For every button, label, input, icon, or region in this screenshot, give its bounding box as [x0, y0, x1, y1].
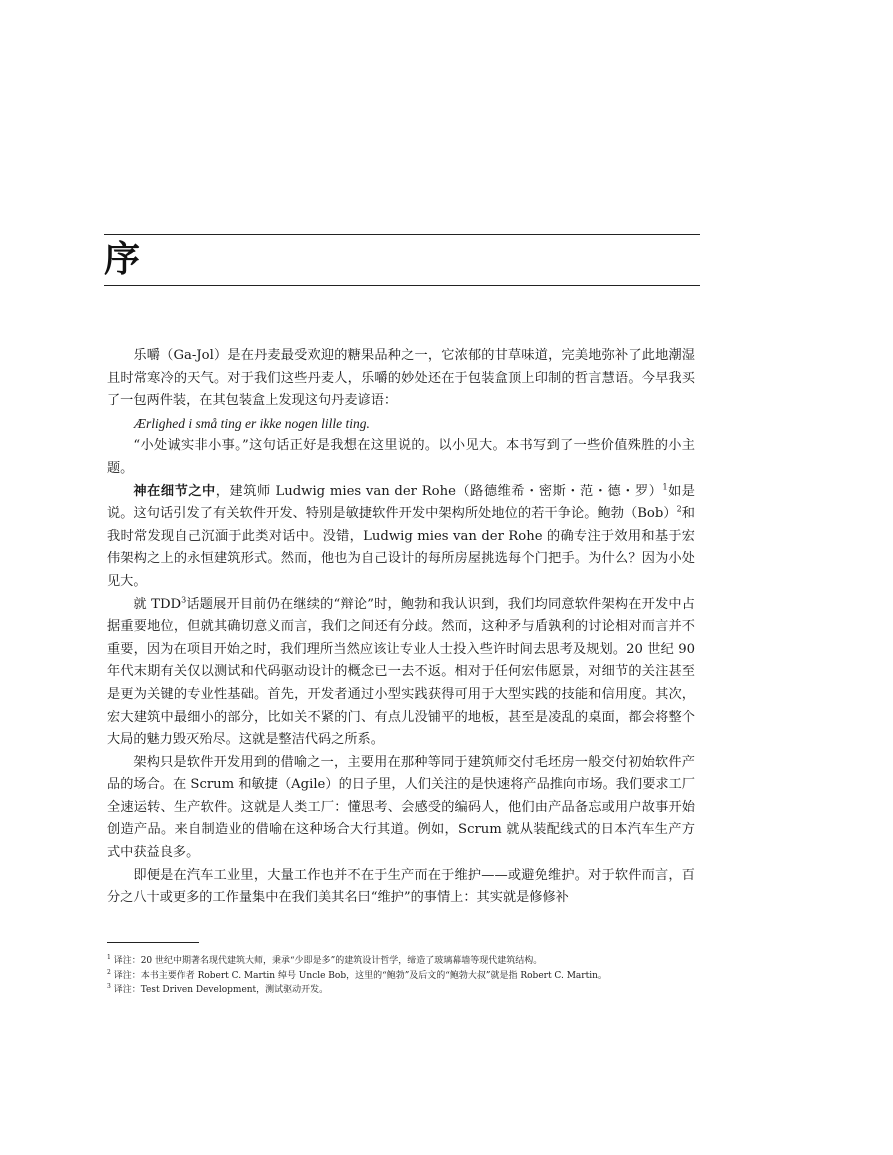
bold-phrase: 神在细节之中 [133, 483, 216, 499]
danish-proverb-quote: Ærlighed i små ting er ikke nogen lille ting. [134, 415, 370, 431]
footnote-number: 3 [107, 983, 111, 990]
footnote-3 [107, 983, 707, 998]
footnote-text: 译注：本书主要作者 Robert C. Martin 绰号 Uncle Bob，这里的“鲍勃”及后文的“鲍勃大叔”就是指 Robert C. Martin。 [113, 970, 607, 981]
paragraph-5: 架构只是软件开发用到的借喻之一，主要用在那种等同于建筑师交付毛坯房一般交付初始软件产品的场合。在 Scrum 和敏捷（Agile）的日子里，人们关注的是快速将产品推向市场。我们要求工厂全速运转、生产软件。这就是人类工厂：懂思考、会感受的编码人，他们由产品备忘或用户故事开始创造产品。来自制造业的借喻在这种场合大行其道。例如，Scrum 就从装配线式的日本汽车生产方式中获益良多。 [107, 754, 695, 861]
chapter-bottom-rule [104, 285, 700, 286]
footnote-ref-3: 3 [181, 595, 187, 605]
paragraph-4-part-a: 就 TDD [133, 596, 182, 612]
paragraph-6: 即便是在汽车工业里，大量工作也并不在于生产而在于维护——或避免维护。对于软件而言，百分之八十或更多的工作量集中在我们美其名曰“维护”的事情上：其实就是修修补 [107, 867, 695, 906]
paragraph-3-part-a: ，建筑师 Ludwig mies van der Rohe（路德维希・密斯・范・德・罗） [215, 483, 663, 499]
chapter-title: 序 [104, 239, 142, 280]
paragraph-3-part-c: 和我时常发现自己沉湎于此类对话中。没错，Ludwig mies van der Rohe 的确专注于效用和基于宏伟架构之上的永恒建筑形式。然而，他也为自己设计的每所房屋挑选每个门把手。为什么？因为小处见大。 [107, 506, 695, 589]
footnote-text: 译注：Test Driven Development，测试驱动开发。 [113, 985, 329, 995]
footnote-ref-2: 2 [676, 504, 682, 514]
paragraph-1: 乐嚼（Ga-Jol）是在丹麦最受欢迎的糖果品种之一，它浓郁的甘草味道，完美地弥补了此地潮湿且时常寒冷的天气。对于我们这些丹麦人，乐嚼的妙处还在于包装盒顶上印制的哲言慧语。今早我买了一包两件装，在其包装盒上发现这句丹麦谚语： [107, 348, 695, 409]
paragraph-3 [107, 481, 695, 594]
chapter-top-rule [104, 234, 700, 235]
footnote-ref-1: 1 [662, 482, 668, 492]
footnote-text: 译注：20 世纪中期著名现代建筑大师，秉承“少即是多”的建筑设计哲学，缔造了玻璃幕墙等现代建筑结构。 [113, 956, 543, 966]
footnote-number: 2 [107, 968, 111, 976]
paragraph-3-part-b: 如是说。这句话引发了有关软件开发、特别是敏捷软件开发中架构所处地位的若干争论。鲍勃（Bob） [107, 483, 695, 522]
footnote-1 [107, 954, 707, 969]
footnotes [107, 954, 707, 998]
paragraph-4 [107, 594, 695, 752]
footnote-2 [107, 969, 707, 984]
body-text [107, 345, 695, 910]
paragraph-4-part-b: 话题展开目前仍在继续的“辩论”时，鲍勃和我认识到，我们均同意软件架构在开发中占据重要地位，但就其确切意义而言，我们之间还有分歧。然而，这种矛与盾孰利的讨论相对而言并不重要，因为在项目开始之时，我们理所当然应该让专业人士投入些许时间去思考及规划。20 世纪 90 年代末期有关仅以测试和代码驱动设计的概念已一去不返。相对于任何宏伟愿景，对细节的关注甚至是更为关键的专业性基础。首先，开发者通过小型实践获得可用于大型实践的技能和信用度。其次，宏大建筑中最细小的部分，比如关不紧的门、有点儿没铺平的地板，甚至是凌乱的桌面，都会将整个大局的魅力毁灭殆尽。这就是整洁代码之所系。 [107, 596, 695, 748]
paragraph-2: “小处诚实非小事。”这句话正好是我想在这里说的。以小见大。本书写到了一些价值殊胜的小主题。 [107, 438, 695, 476]
footnote-number: 1 [107, 954, 111, 961]
footnote-separator [107, 942, 199, 943]
